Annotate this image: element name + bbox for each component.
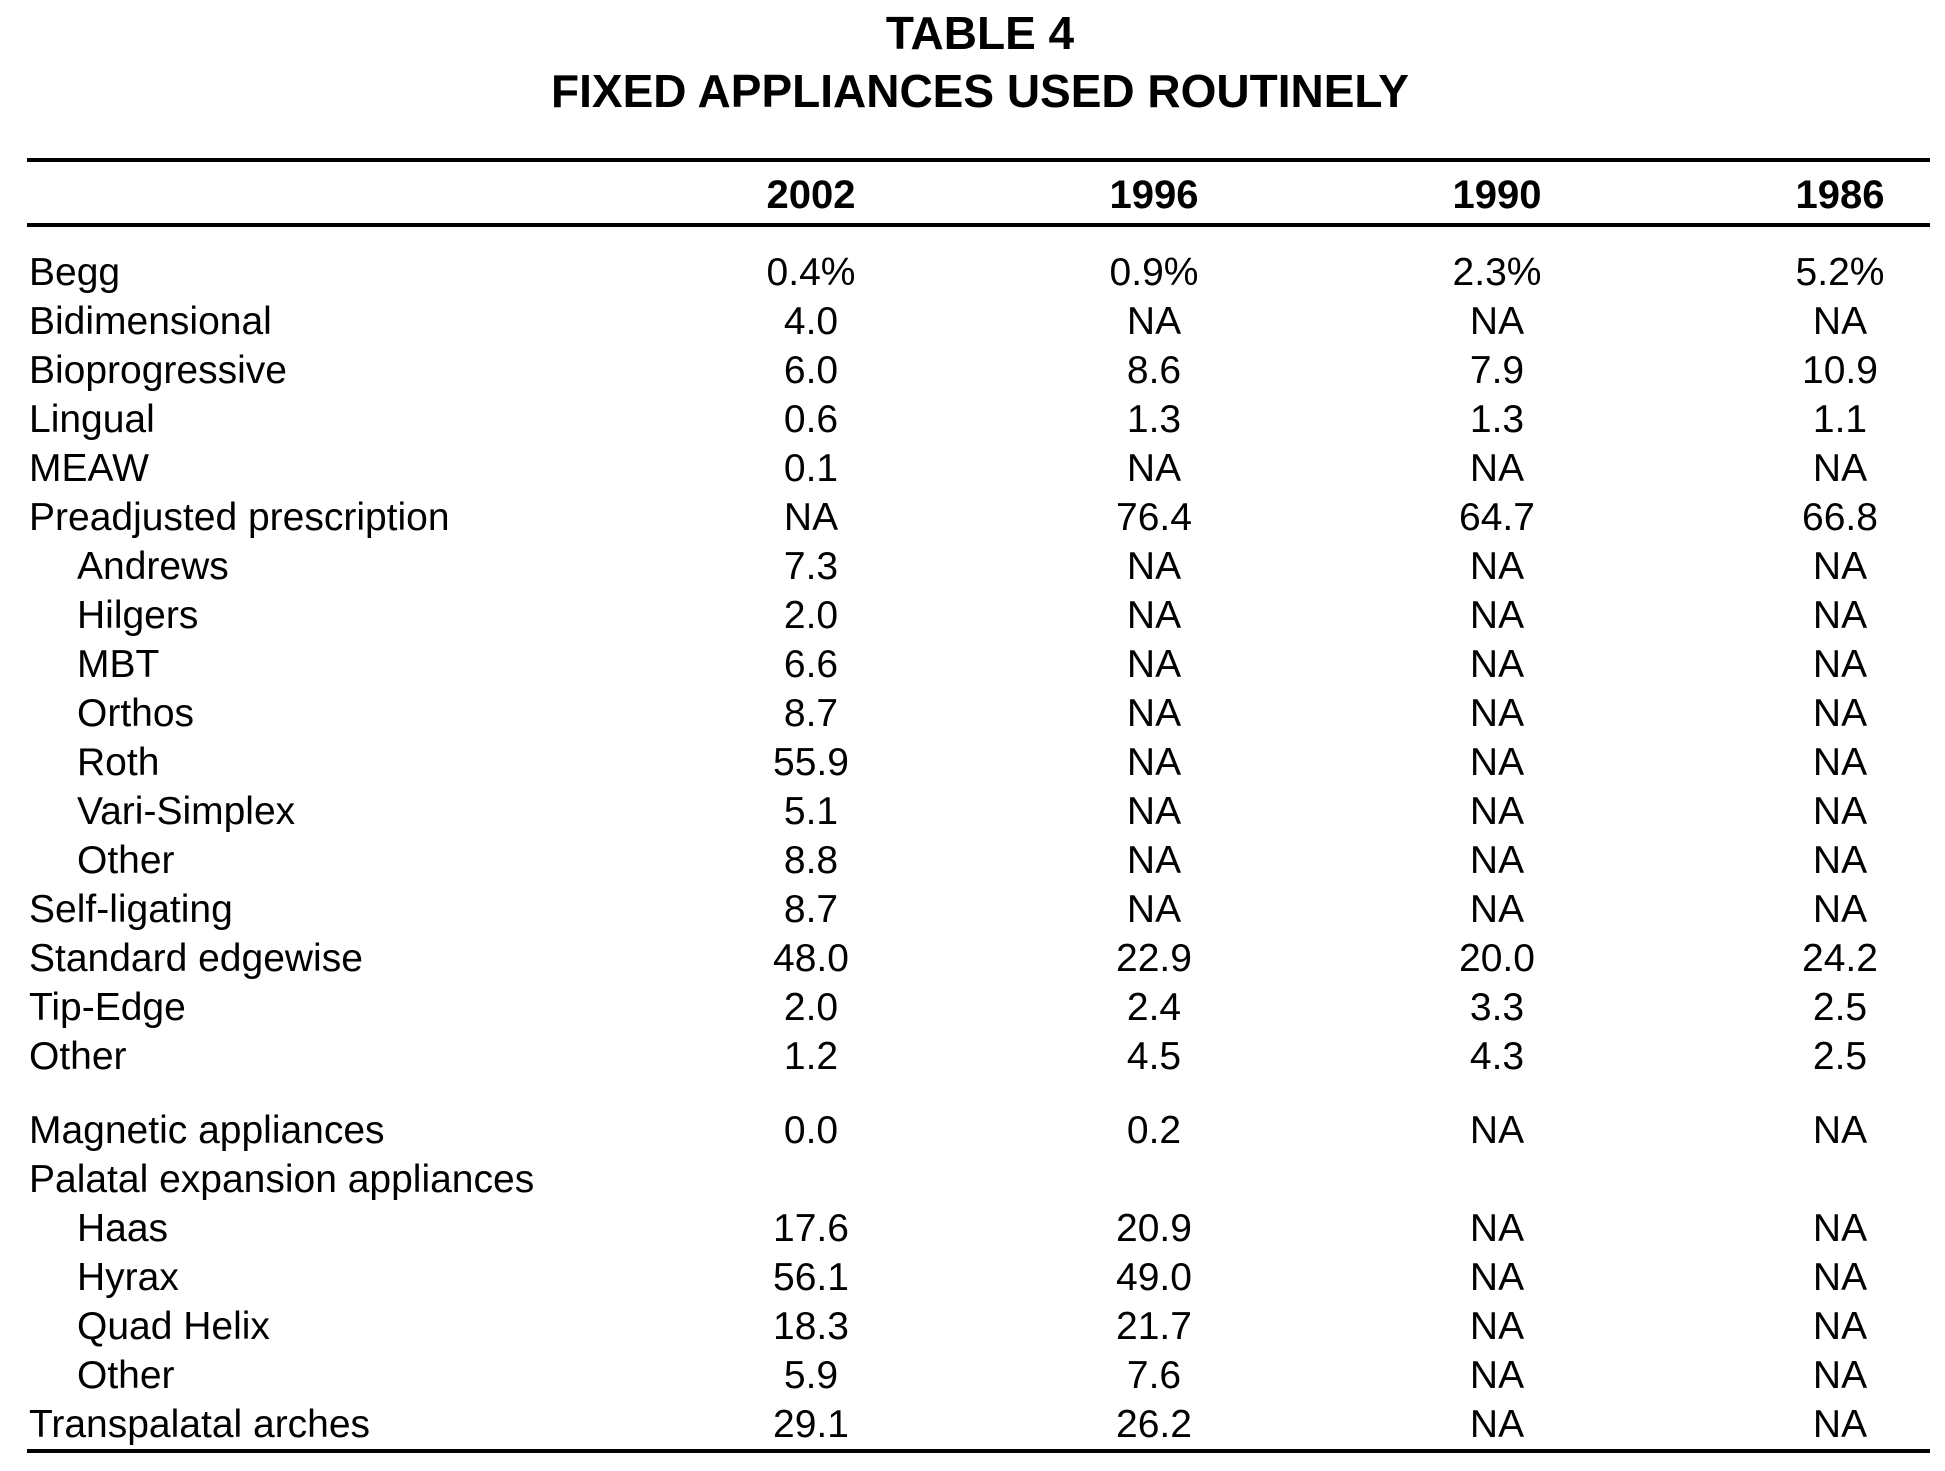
cell-1990: NA [1469,888,1525,931]
cell-1986: NA [1812,447,1868,490]
cell-2002: 1.2 [783,1035,839,1078]
cell-1986: NA [1812,790,1868,833]
cell-1986: 1.1 [1812,398,1868,441]
cell-1996: 0.9% [1109,251,1199,294]
cell-1986: NA [1812,1256,1868,1299]
cell-1986: NA [1812,692,1868,735]
cell-1990: 1.3 [1469,398,1525,441]
table-row [0,542,1945,591]
cell-1996: NA [1126,741,1182,784]
row-label: Lingual [29,398,155,441]
cell-2002: 5.9 [783,1354,839,1397]
cell-1996: NA [1126,545,1182,588]
row-label: MEAW [29,447,149,490]
cell-2002: 17.6 [773,1207,849,1250]
table-row [0,738,1945,787]
table-row [0,934,1945,983]
cell-1996: 49.0 [1116,1256,1192,1299]
row-label: Palatal expansion appliances [29,1158,535,1201]
cell-1990: NA [1469,1207,1525,1250]
column-header-row [0,168,1945,222]
table-row [0,444,1945,493]
cell-2002: 18.3 [773,1305,849,1348]
cell-1986: NA [1812,545,1868,588]
cell-1990: 64.7 [1459,496,1535,539]
cell-1986: 10.9 [1802,349,1878,392]
bottom-rule [27,1449,1930,1453]
table-row [0,1106,1945,1155]
cell-1996: 26.2 [1116,1403,1192,1446]
row-label: Tip-Edge [29,986,186,1029]
cell-1990: 4.3 [1469,1035,1525,1078]
cell-1986: 24.2 [1802,937,1878,980]
cell-1996: NA [1126,643,1182,686]
cell-2002: 56.1 [773,1256,849,1299]
row-label: Roth [77,741,160,784]
cell-2002: 0.0 [783,1109,839,1152]
row-label: Haas [77,1207,169,1250]
cell-1990: NA [1469,447,1525,490]
cell-1990: 7.9 [1469,349,1525,392]
cell-2002: 0.1 [783,447,839,490]
cell-1996: NA [1126,447,1182,490]
cell-1996: 20.9 [1116,1207,1192,1250]
cell-1990: NA [1469,300,1525,343]
column-header-1990: 1990 [1452,173,1542,217]
row-label: Bioprogressive [29,349,287,392]
cell-1986: NA [1812,888,1868,931]
cell-2002: 5.1 [783,790,839,833]
cell-1990: NA [1469,594,1525,637]
row-label: Preadjusted prescription [29,496,450,539]
cell-1996: NA [1126,692,1182,735]
cell-2002: 0.6 [783,398,839,441]
cell-1996: NA [1126,790,1182,833]
table-body [0,248,1945,1449]
row-label: MBT [77,643,160,686]
cell-1990: NA [1469,1305,1525,1348]
cell-1996: 76.4 [1116,496,1192,539]
cell-1996: NA [1126,839,1182,882]
cell-1986: NA [1812,1305,1868,1348]
cell-1990: NA [1469,1256,1525,1299]
cell-2002: 55.9 [773,741,849,784]
row-label: Self-ligating [29,888,233,931]
cell-2002: 29.1 [773,1403,849,1446]
cell-1996: NA [1126,888,1182,931]
cell-1996: NA [1126,300,1182,343]
cell-2002: NA [783,496,839,539]
cell-1990: 2.3% [1452,251,1542,294]
table-row [0,836,1945,885]
table-caption: FIXED APPLIANCES USED ROUTINELY [551,65,1409,117]
table-row [0,493,1945,542]
cell-1996: 2.4 [1126,986,1182,1029]
cell-2002: 6.0 [783,349,839,392]
cell-1990: NA [1469,545,1525,588]
top-rule [27,158,1930,162]
cell-1986: NA [1812,839,1868,882]
cell-2002: 2.0 [783,986,839,1029]
row-label: Transpalatal arches [29,1403,371,1446]
cell-1986: NA [1812,1207,1868,1250]
cell-2002: 4.0 [783,300,839,343]
cell-1990: NA [1469,1109,1525,1152]
row-label: Vari-Simplex [77,790,296,833]
row-label: Other [29,1035,127,1078]
cell-1990: NA [1469,741,1525,784]
cell-1986: NA [1812,1109,1868,1152]
cell-1990: NA [1469,692,1525,735]
cell-1986: 66.8 [1802,496,1878,539]
row-label: Standard edgewise [29,937,363,980]
table-row [0,885,1945,934]
cell-1986: NA [1812,643,1868,686]
cell-1990: NA [1469,1354,1525,1397]
table-row [0,297,1945,346]
table-row [0,395,1945,444]
cell-2002: 7.3 [783,545,839,588]
row-label: Begg [29,251,121,294]
table-row [0,1032,1945,1081]
row-label: Andrews [77,545,229,588]
cell-1986: 2.5 [1812,986,1868,1029]
cell-1996: 4.5 [1126,1035,1182,1078]
table-row [0,640,1945,689]
table-row [0,1351,1945,1400]
table-number: TABLE 4 [885,7,1075,59]
cell-1986: 5.2% [1795,251,1885,294]
cell-1986: NA [1812,1354,1868,1397]
row-label: Other [77,839,175,882]
cell-1996: NA [1126,594,1182,637]
row-label: Hyrax [77,1256,179,1299]
row-label: Orthos [77,692,195,735]
row-label: Hilgers [77,594,199,637]
cell-1986: NA [1812,300,1868,343]
cell-1990: 3.3 [1469,986,1525,1029]
table-row [0,1302,1945,1351]
table-row [0,1253,1945,1302]
cell-2002: 2.0 [783,594,839,637]
cell-1996: 0.2 [1126,1109,1182,1152]
table-row [0,1400,1945,1449]
cell-2002: 6.6 [783,643,839,686]
cell-1996: 8.6 [1126,349,1182,392]
cell-1990: NA [1469,1403,1525,1446]
cell-2002: 8.7 [783,888,839,931]
table-row [0,1204,1945,1253]
cell-1986: NA [1812,1403,1868,1446]
row-label: Bidimensional [29,300,272,343]
cell-1996: 7.6 [1126,1354,1182,1397]
cell-2002: 8.7 [783,692,839,735]
table-row [0,983,1945,1032]
cell-1996: 21.7 [1116,1305,1192,1348]
cell-2002: 0.4% [766,251,856,294]
row-label: Other [77,1354,175,1397]
cell-1990: NA [1469,839,1525,882]
cell-1986: 2.5 [1812,1035,1868,1078]
table-title [0,4,1945,120]
row-label: Quad Helix [77,1305,270,1348]
cell-1996: 22.9 [1116,937,1192,980]
cell-1990: NA [1469,643,1525,686]
table-row [0,591,1945,640]
table-row [0,248,1945,297]
column-header-1996: 1996 [1109,173,1199,217]
table-row [0,689,1945,738]
cell-1990: 20.0 [1459,937,1535,980]
column-header-2002: 2002 [766,173,856,217]
column-header-1986: 1986 [1795,173,1885,217]
cell-1986: NA [1812,594,1868,637]
table-row [0,787,1945,836]
row-label: Magnetic appliances [29,1109,385,1152]
table-row [0,1155,1945,1204]
cell-2002: 8.8 [783,839,839,882]
table-row [0,346,1945,395]
header-rule [27,223,1930,227]
cell-1990: NA [1469,790,1525,833]
cell-1996: 1.3 [1126,398,1182,441]
cell-1986: NA [1812,741,1868,784]
cell-2002: 48.0 [773,937,849,980]
